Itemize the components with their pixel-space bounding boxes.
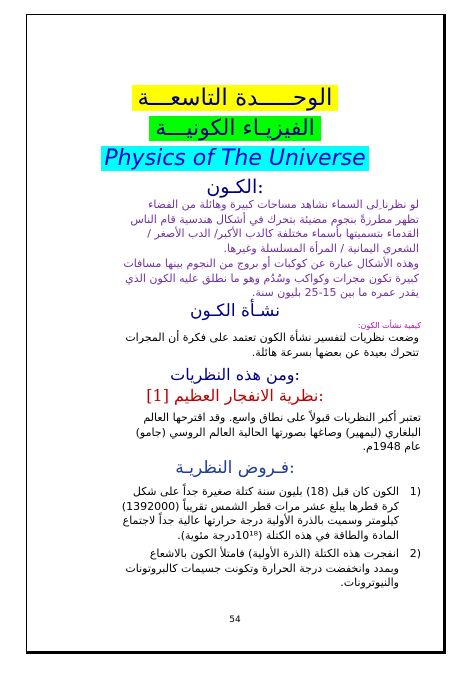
hypothesis-2 bbox=[47, 547, 399, 591]
line: تعتبر أكبر النظريات قبولاً على نطاق واسع. وقد اقترحها العالم bbox=[143, 411, 421, 424]
line: انفجرت هذه الكتلة (الذرة الأولية) فامتلأ الكون بالاشعاع bbox=[149, 547, 399, 560]
physics-title bbox=[27, 116, 443, 141]
line: كبيرة تكون مجرات وكواكب وسُدُم وهو ما نطلق عليه الكون الذي bbox=[125, 271, 419, 285]
line: القدماء بتسميتها بأسماء مختلفة كالدب الأكبر/ الدب الأصغر / bbox=[147, 227, 419, 240]
universe-paragraph-1 bbox=[47, 198, 419, 256]
line: والنيوترونات. bbox=[340, 576, 399, 589]
unit-title-text: الوحـــــدة التاسعـــة bbox=[132, 85, 339, 111]
english-title-text: Physics of The Universe bbox=[101, 146, 368, 171]
line: يقدر عمره ما بين 15-25 بليون سنة. bbox=[251, 286, 419, 299]
line: وضعت نظريات لتفسير نشأة الكون تعتمد على فكرة أن المجرات bbox=[125, 331, 419, 344]
origin-subheading: كيفية نشأت الكون: bbox=[357, 321, 421, 330]
hypotheses-heading: فـروض النظريـة: bbox=[175, 458, 295, 478]
page-number: 54 bbox=[229, 615, 241, 625]
line: المادة والطاقة في هذه الكتلة (10¹⁸درجة مئوية). bbox=[177, 528, 399, 542]
line: الشعري اليمانية / المرأة المسلسلة وغيرها. bbox=[223, 241, 419, 255]
hypothesis-2-number: 2) bbox=[409, 547, 421, 560]
line: كرة قطرها يبلغ عشر مرات قطر الشمس تقريباً (1392000) bbox=[121, 499, 399, 513]
line: لو نظرنا ِلى السماء نشاهد مساحات كبيرة وهائلة من الفضاء bbox=[148, 198, 419, 211]
line: تظهر مطرزةً بنجوم مضيئة بتحرك في أشكال هندسية قام الناس bbox=[130, 212, 419, 226]
hypothesis-1-number: 1) bbox=[409, 485, 421, 498]
origin-paragraph bbox=[47, 331, 419, 360]
english-title bbox=[27, 146, 443, 171]
origin-heading: نشـأة الكـون bbox=[190, 301, 280, 321]
line: تتحرك بعيدة عن بعضها بسرعة هائلة. bbox=[251, 345, 419, 359]
bigbang-paragraph bbox=[47, 411, 421, 455]
physics-title-text: الفيزيـاء الكونيـــة bbox=[149, 116, 321, 141]
page-frame bbox=[26, 14, 446, 654]
document-page bbox=[27, 15, 443, 651]
universe-heading: الكـون: bbox=[206, 176, 264, 198]
line: عام 1948م. bbox=[362, 440, 421, 453]
bigbang-heading: [1] نظرية الانفجار العظيم: bbox=[146, 386, 324, 405]
line: البلغاري (ليمهير) وصاغها بصورتها الحالية العالم الروسي (جامو) bbox=[135, 425, 421, 439]
universe-paragraph-2 bbox=[47, 257, 419, 301]
line: وبمدد وانخفضت درجة الحرارة وتكونت جسيمات كالبروتونات bbox=[125, 561, 399, 575]
theories-heading: ومن هذه النظريات: bbox=[170, 365, 300, 384]
hypothesis-1 bbox=[47, 485, 399, 543]
line: كيلومتر وسميت بالذرة الأولية درجة حرارتها عالية جداً لاجتماع bbox=[122, 514, 399, 527]
line: وهذه الأشكال عبارة عن كوكبات أو بروج من النجوم بينها مسافات bbox=[123, 257, 419, 270]
unit-title bbox=[27, 85, 443, 111]
line: الكون كان قبل (18) بليون سنة كتلة صغيرة جداً على شكل bbox=[132, 485, 399, 498]
